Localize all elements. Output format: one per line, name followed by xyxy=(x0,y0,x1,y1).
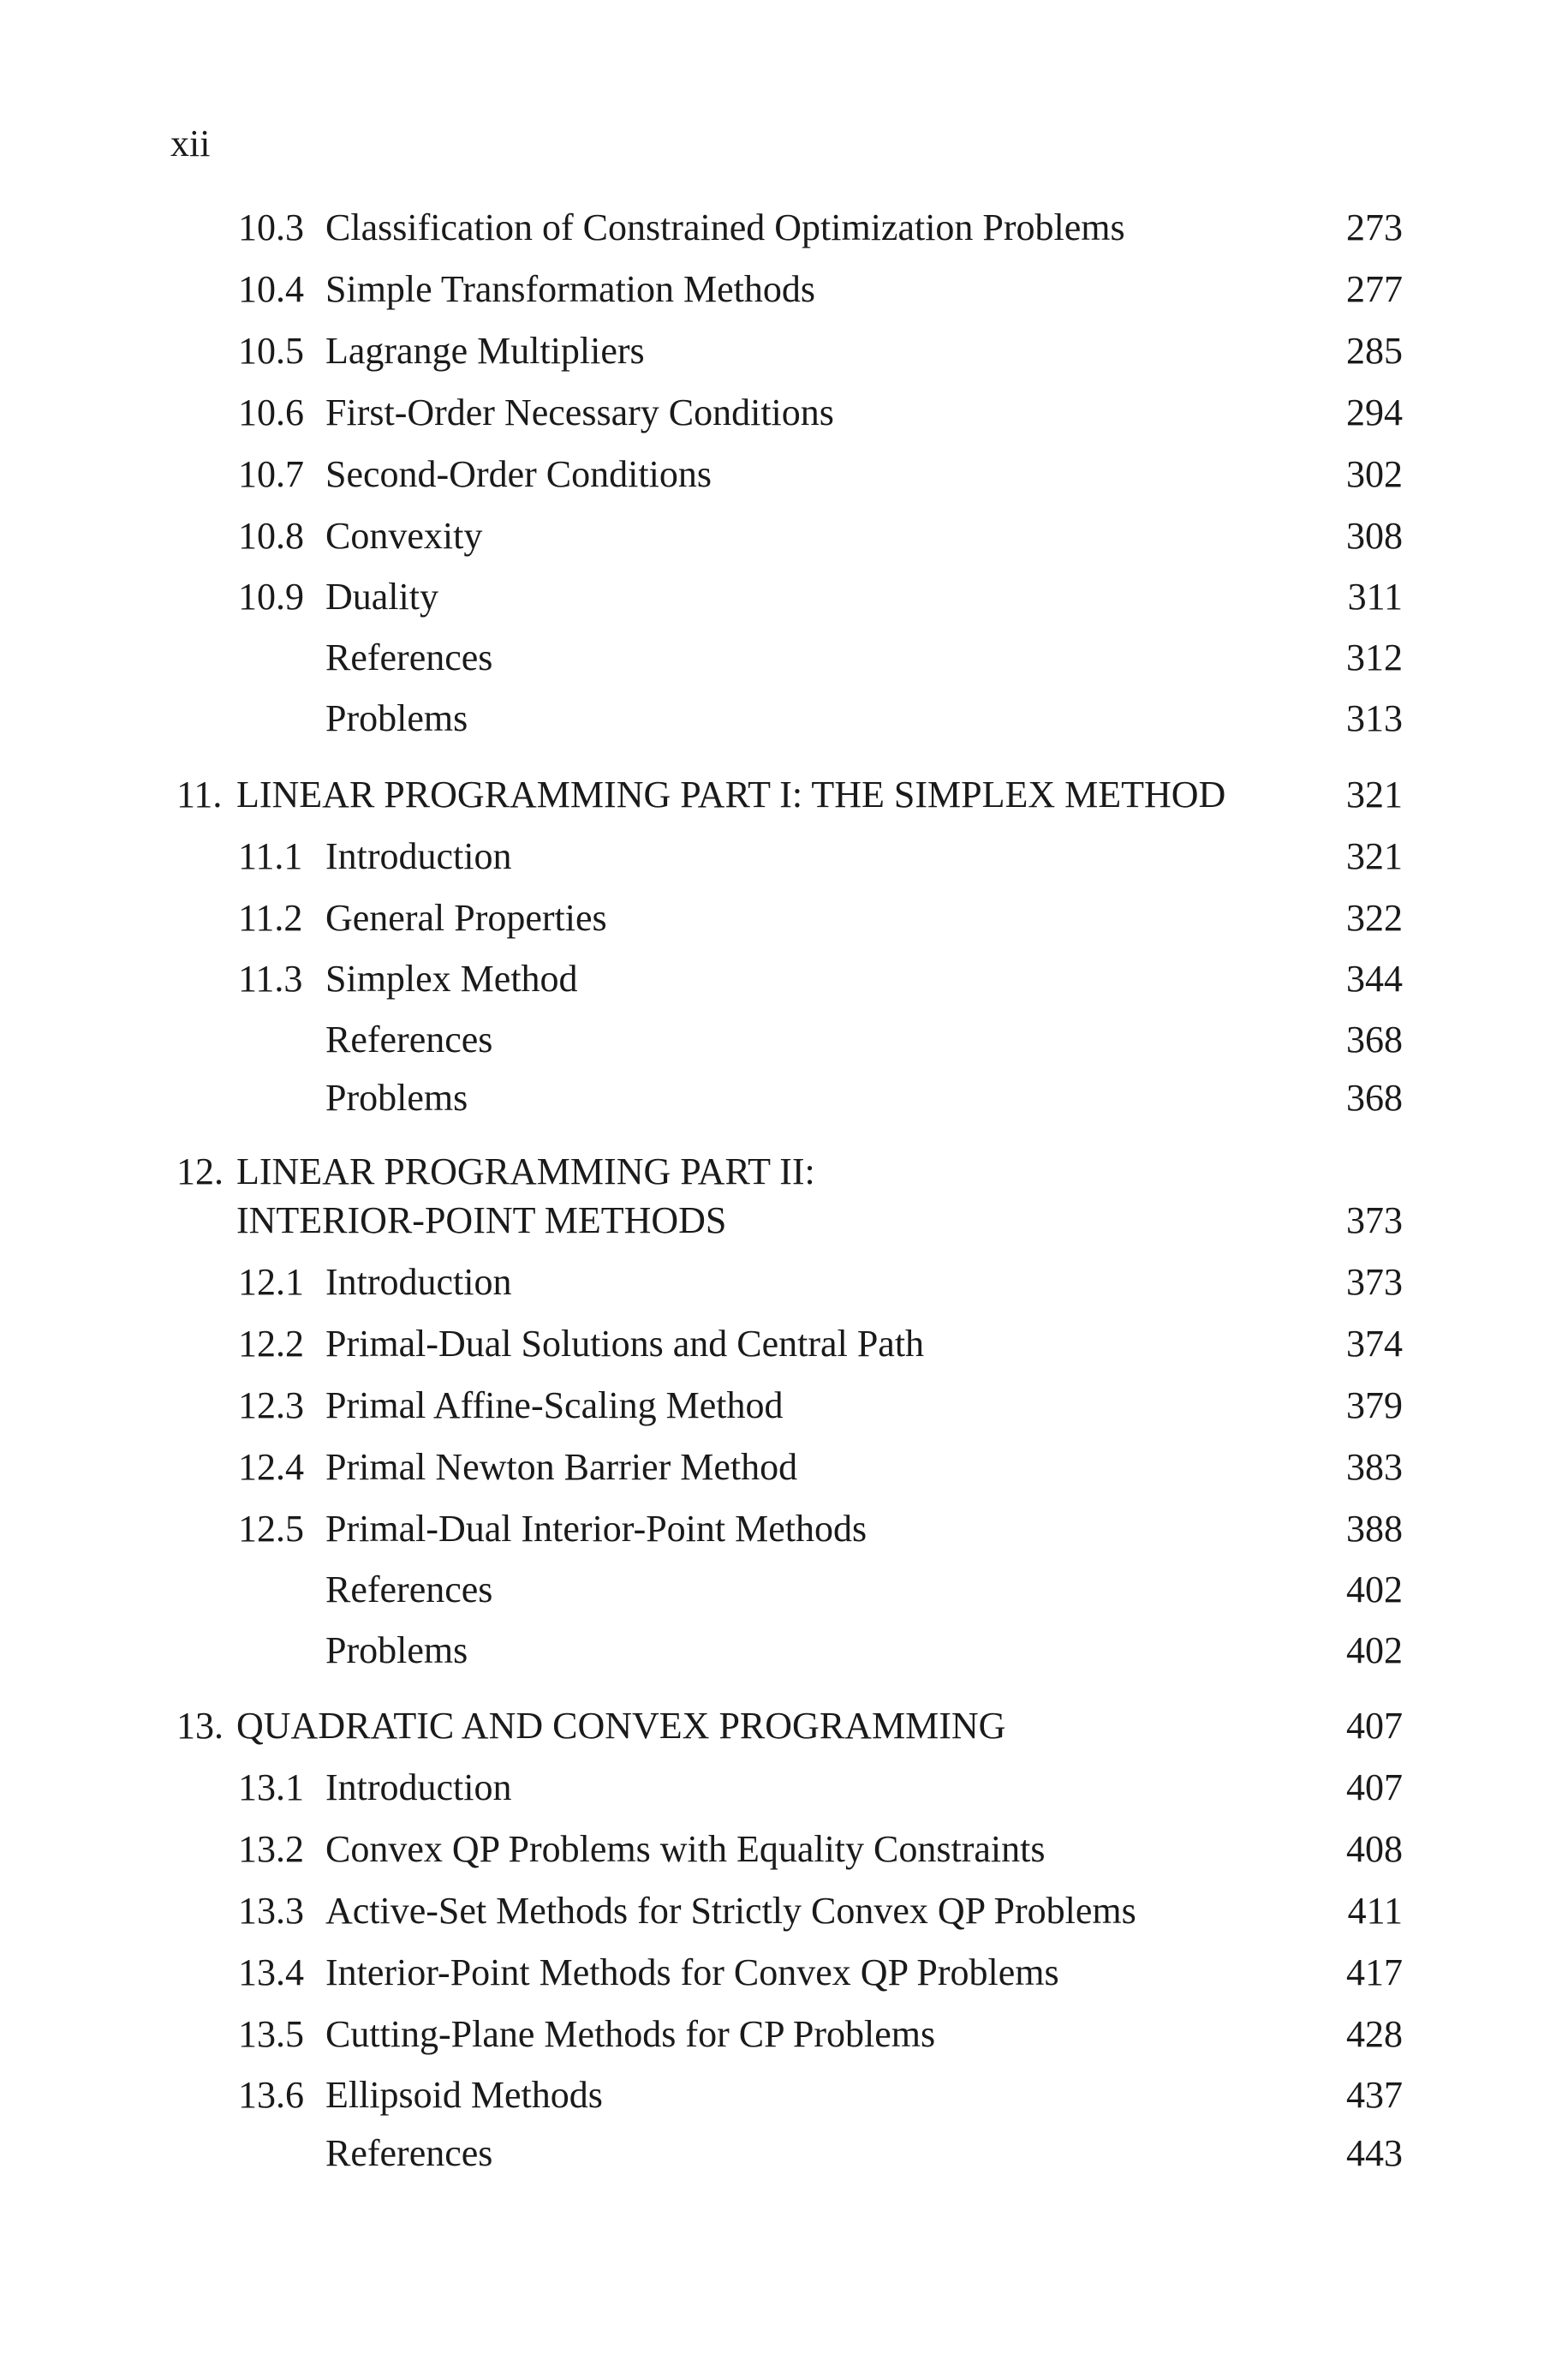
section-title: Convex QP Problems with Equality Constraints xyxy=(325,1828,1046,1870)
toc-entry[interactable] xyxy=(0,1440,1568,1495)
page-ref: 368 xyxy=(1346,1019,1403,1061)
chapter-title: LINEAR PROGRAMMING PART I: THE SIMPLEX METHOD xyxy=(236,774,1226,816)
page-ref: 312 xyxy=(1346,636,1403,678)
page-ref: 417 xyxy=(1346,1951,1403,1993)
toc-entry[interactable] xyxy=(0,1945,1568,2000)
section-number: 10.8 xyxy=(238,515,304,557)
section-title: Classification of Constrained Optimization Problems xyxy=(325,206,1125,248)
toc-entry[interactable] xyxy=(0,2126,1568,2181)
section-number: 12.2 xyxy=(238,1323,304,1365)
section-title: Problems xyxy=(325,1629,468,1671)
chapter-heading-11[interactable] xyxy=(0,768,1568,822)
toc-entry[interactable] xyxy=(0,1378,1568,1433)
section-title: References xyxy=(325,1019,493,1061)
section-number: 10.7 xyxy=(238,453,304,495)
section-title: Active-Set Methods for Strictly Convex QP Problems xyxy=(325,1890,1136,1932)
section-title: Primal Newton Barrier Method xyxy=(325,1446,798,1488)
toc-entry[interactable] xyxy=(0,1071,1568,1126)
toc-entry[interactable] xyxy=(0,1317,1568,1371)
section-number: 13.2 xyxy=(238,1828,304,1870)
toc-entry[interactable] xyxy=(0,630,1568,685)
chapter-heading-13[interactable] xyxy=(0,1699,1568,1754)
toc-entry[interactable] xyxy=(0,1760,1568,1815)
toc-entry[interactable] xyxy=(0,2068,1568,2123)
section-title: Interior-Point Methods for Convex QP Problems xyxy=(325,1951,1059,1993)
section-number: 11.3 xyxy=(238,958,303,1000)
section-title: References xyxy=(325,2132,493,2174)
page-ref: 344 xyxy=(1346,958,1403,1000)
section-number: 12.4 xyxy=(238,1446,304,1488)
toc-entry[interactable] xyxy=(0,1822,1568,1877)
chapter-title-continued: INTERIOR-POINT METHODS xyxy=(236,1199,727,1241)
section-title: References xyxy=(325,1568,493,1610)
section-title: Convexity xyxy=(325,515,483,557)
chapter-heading-12[interactable] xyxy=(0,1144,1568,1199)
toc-entry[interactable] xyxy=(0,691,1568,746)
section-title: Ellipsoid Methods xyxy=(325,2074,603,2116)
page-ref: 383 xyxy=(1346,1446,1403,1488)
section-number: 10.9 xyxy=(238,576,304,618)
section-title: Introduction xyxy=(325,1261,512,1303)
page-ref: 402 xyxy=(1346,1568,1403,1610)
section-number: 13.6 xyxy=(238,2074,304,2116)
toc-entry[interactable] xyxy=(0,1502,1568,1556)
toc-entry[interactable] xyxy=(0,952,1568,1007)
page-ref: 368 xyxy=(1346,1077,1403,1119)
page-ref: 402 xyxy=(1346,1629,1403,1671)
page-ref: 407 xyxy=(1346,1705,1403,1747)
chapter-title: LINEAR PROGRAMMING PART II: xyxy=(236,1150,815,1192)
page-ref: 311 xyxy=(1347,576,1403,618)
chapter-number: 12. xyxy=(176,1150,224,1192)
page-ref: 321 xyxy=(1346,835,1403,877)
chapter-title: QUADRATIC AND CONVEX PROGRAMMING xyxy=(236,1705,1006,1747)
section-title: Introduction xyxy=(325,1766,512,1808)
page-ref: 313 xyxy=(1346,697,1403,739)
section-number: 10.6 xyxy=(238,391,304,433)
section-title: Primal-Dual Interior-Point Methods xyxy=(325,1508,867,1550)
chapter-heading-12-line2[interactable] xyxy=(0,1193,1568,1248)
section-title: Primal Affine-Scaling Method xyxy=(325,1384,784,1426)
page-ref: 302 xyxy=(1346,453,1403,495)
section-number: 10.3 xyxy=(238,206,304,248)
toc-entry[interactable] xyxy=(0,1255,1568,1310)
page-ref: 294 xyxy=(1346,391,1403,433)
section-title: Duality xyxy=(325,576,438,618)
toc-entry[interactable] xyxy=(0,1562,1568,1617)
section-number: 13.1 xyxy=(238,1766,304,1808)
section-title: Simplex Method xyxy=(325,958,578,1000)
toc-entry[interactable] xyxy=(0,324,1568,379)
section-title: Cutting-Plane Methods for CP Problems xyxy=(325,2013,936,2055)
toc-entry[interactable] xyxy=(0,891,1568,946)
page-number: xii xyxy=(170,122,211,164)
section-number: 10.5 xyxy=(238,330,304,372)
page-ref: 388 xyxy=(1346,1508,1403,1550)
section-number: 11.1 xyxy=(238,835,303,877)
section-title: Primal-Dual Solutions and Central Path xyxy=(325,1323,925,1365)
chapter-number: 13. xyxy=(176,1705,224,1747)
page-ref: 443 xyxy=(1346,2132,1403,2174)
page-ref: 437 xyxy=(1346,2074,1403,2116)
section-number: 11.2 xyxy=(238,897,303,939)
section-title: Simple Transformation Methods xyxy=(325,268,816,310)
toc-entry[interactable] xyxy=(0,262,1568,317)
toc-entry[interactable] xyxy=(0,2007,1568,2062)
section-title: Second-Order Conditions xyxy=(325,453,712,495)
section-number: 12.5 xyxy=(238,1508,304,1550)
toc-entry[interactable] xyxy=(0,829,1568,884)
section-title: Introduction xyxy=(325,835,512,877)
page-ref: 428 xyxy=(1346,2013,1403,2055)
section-title: Lagrange Multipliers xyxy=(325,330,645,372)
page-ref: 322 xyxy=(1346,897,1403,939)
toc-entry[interactable] xyxy=(0,570,1568,624)
section-title: References xyxy=(325,636,493,678)
section-number: 12.1 xyxy=(238,1261,304,1303)
section-title: Problems xyxy=(325,1077,468,1119)
toc-entry[interactable] xyxy=(0,447,1568,502)
section-number: 13.3 xyxy=(238,1890,304,1932)
toc-entry[interactable] xyxy=(0,1013,1568,1067)
page-ref: 411 xyxy=(1347,1890,1403,1932)
toc-entry[interactable] xyxy=(0,385,1568,440)
toc-entry[interactable] xyxy=(0,1623,1568,1678)
toc-entry[interactable] xyxy=(0,509,1568,564)
page-ref: 374 xyxy=(1346,1323,1403,1365)
toc-entry[interactable] xyxy=(0,1884,1568,1939)
section-title: First-Order Necessary Conditions xyxy=(325,391,834,433)
section-title: Problems xyxy=(325,697,468,739)
toc-entry[interactable] xyxy=(0,200,1568,255)
page-ref: 379 xyxy=(1346,1384,1403,1426)
page-ref: 408 xyxy=(1346,1828,1403,1870)
section-number: 13.4 xyxy=(238,1951,304,1993)
page-ref: 308 xyxy=(1346,515,1403,557)
page-ref: 277 xyxy=(1346,268,1403,310)
section-number: 13.5 xyxy=(238,2013,304,2055)
page-ref: 285 xyxy=(1346,330,1403,372)
section-title: General Properties xyxy=(325,897,607,939)
page-ref: 273 xyxy=(1346,206,1403,248)
page-ref: 373 xyxy=(1346,1261,1403,1303)
page-ref: 373 xyxy=(1346,1199,1403,1241)
section-number: 10.4 xyxy=(238,268,304,310)
chapter-number: 11. xyxy=(176,774,223,816)
section-number: 12.3 xyxy=(238,1384,304,1426)
page-ref: 321 xyxy=(1346,774,1403,816)
page-ref: 407 xyxy=(1346,1766,1403,1808)
